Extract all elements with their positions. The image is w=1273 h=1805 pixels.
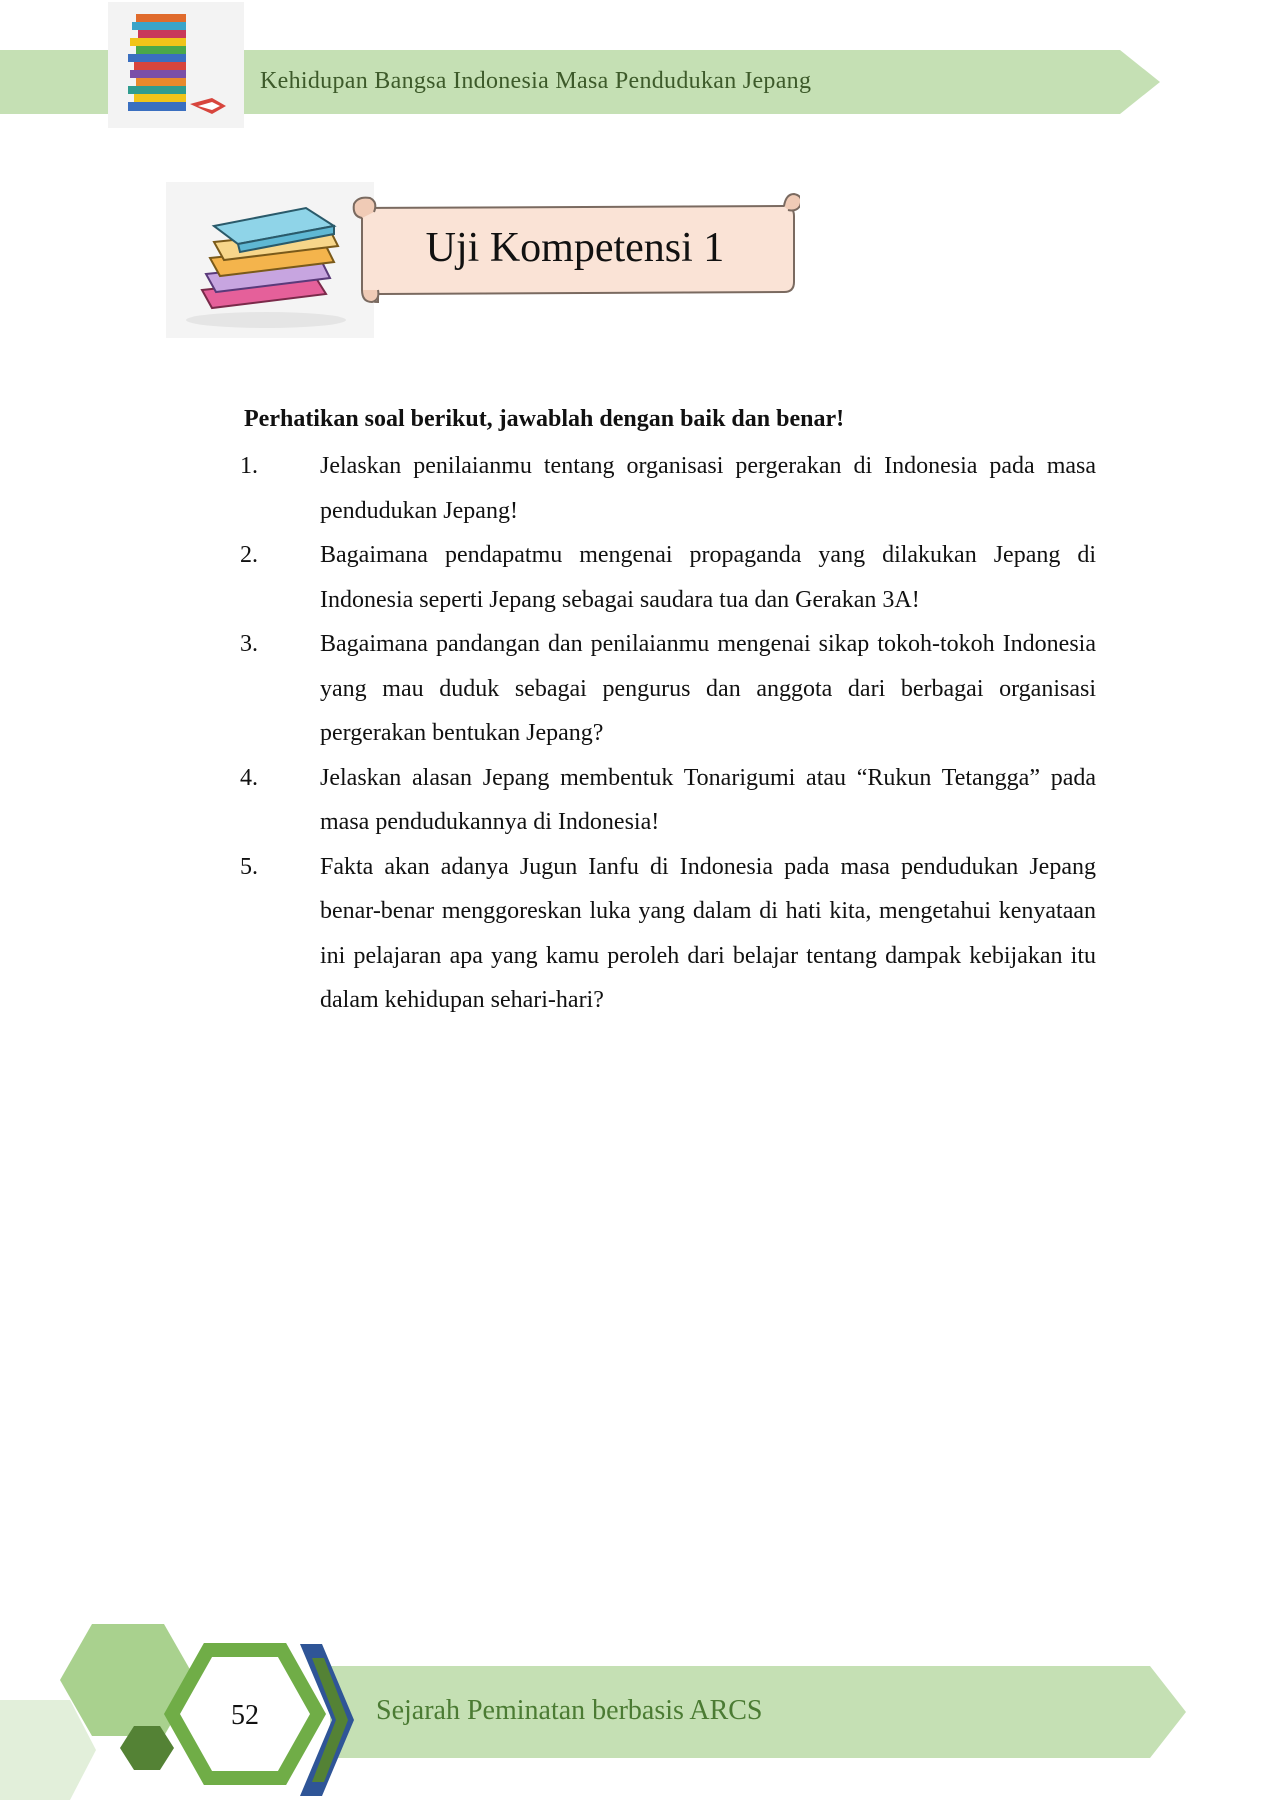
question-item	[240, 622, 1096, 756]
question-number: 1.	[240, 453, 258, 479]
question-number: 5.	[240, 853, 258, 880]
section-title: Uji Kompetensi 1	[425, 225, 725, 271]
instruction-text: Perhatikan soal berikut, jawablah dengan baik dan benar!	[244, 406, 845, 432]
question-list	[240, 444, 1096, 1023]
question-item	[240, 533, 1096, 622]
question-item	[240, 444, 1096, 533]
question-number: 4.	[240, 764, 258, 791]
question-text: Jelaskan penilaianmu tentang organisasi pergerakan di Indonesia pada masa pendudukan Jepang!	[320, 453, 1096, 524]
page-number: 52	[231, 1700, 259, 1731]
question-number: 3.	[240, 631, 258, 657]
question-text: Fakta akan adanya Jugun Ianfu di Indonesia pada masa pendudukan Jepang benar-benar menggoreskan luka yang dalam di hati kita, mengetahui kenyataan ini pelajaran apa yang kamu peroleh dari belajar tentang dampak kebijakan itu dalam kehidupan sehari-hari?	[320, 853, 1096, 1013]
header-title: Kehidupan Bangsa Indonesia Masa Pendudukan Jepang	[260, 68, 812, 94]
question-number: 2.	[240, 542, 258, 568]
question-item	[240, 756, 1096, 845]
question-text: Bagaimana pandangan dan penilaianmu mengenai sikap tokoh-tokoh Indonesia yang mau duduk sebagai pengurus dan anggota dari berbagai organisasi pergerakan bentukan Jepang?	[320, 631, 1096, 746]
books-illustration-icon	[166, 182, 374, 338]
question-text: Jelaskan alasan Jepang membentuk Tonarigumi atau “Rukun Tetangga” pada masa pendudukannya di Indonesia!	[320, 764, 1096, 835]
question-item	[240, 845, 1096, 1023]
book-stack-icon	[108, 2, 244, 128]
question-text: Bagaimana pendapatmu mengenai propaganda yang dilakukan Jepang di Indonesia seperti Jepang sebagai saudara tua dan Gerakan 3A!	[320, 542, 1096, 613]
footer-text: Sejarah Peminatan berbasis ARCS	[376, 1695, 763, 1726]
